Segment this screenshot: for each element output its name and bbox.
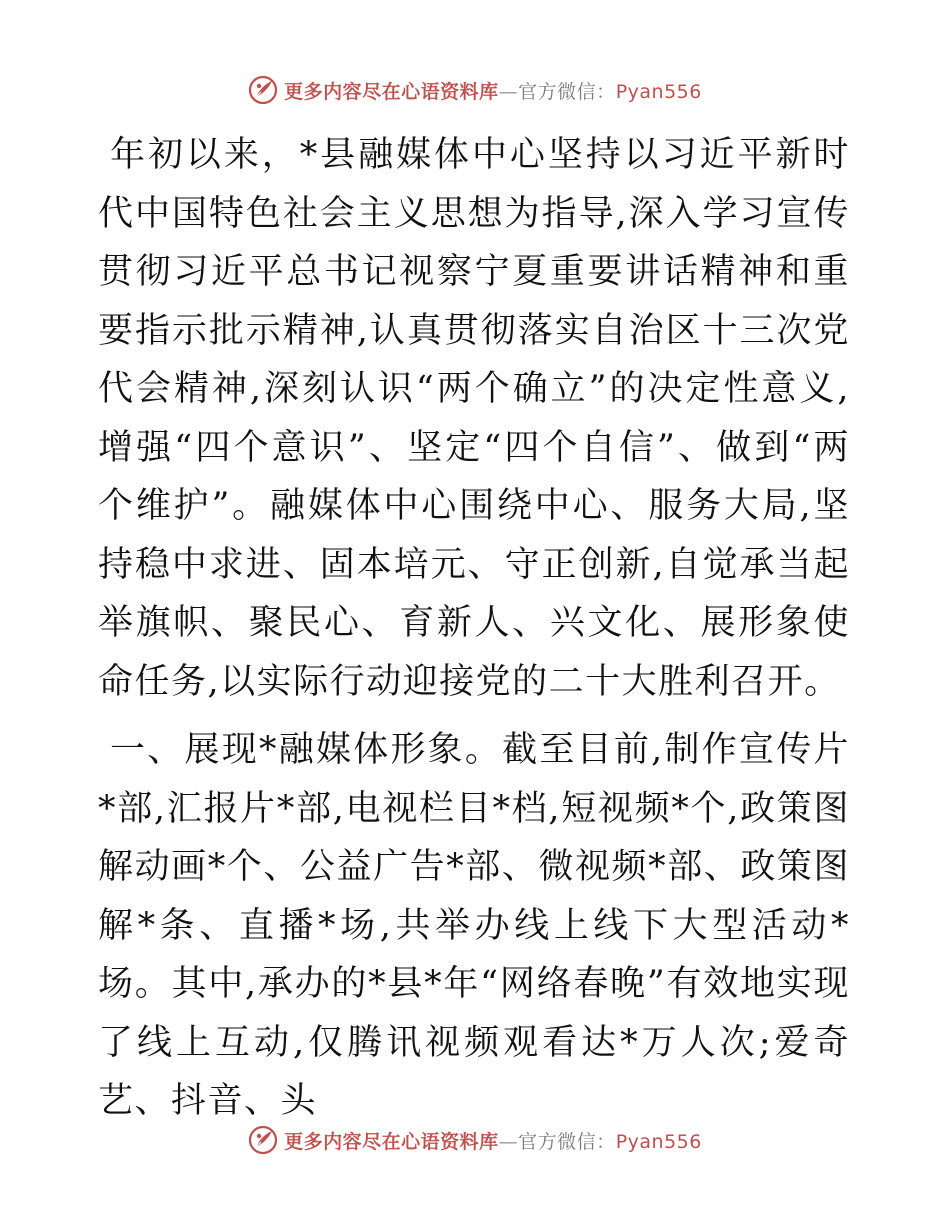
- watermark-separator: —: [498, 80, 519, 103]
- paragraph-intro: 年初以来，*县融媒体中心坚持以习近平新时代中国特色社会主义思想为指导,深入学习宣传贯彻习近平总书记视察宁夏重要讲话精神和重要指示批示精神,认真贯彻落实自治区十三次党代会精神,深刻认识“两个确立”的决定性意义,增强“四个意识”、坚定“四个自信”、做到“两个维护”。融媒体中心围绕中心、服务大局,坚持稳中求进、固本培元、守正创新,自觉承当起举旗帜、聚民心、育新人、兴文化、展形象使命任务,以实际行动迎接党的二十大胜利召开。: [98, 135, 850, 702]
- watermark-site-text: 更多内容尽在心语资料库: [284, 1130, 499, 1153]
- watermark-site-text: 更多内容尽在心语资料库: [284, 80, 499, 103]
- header-watermark: [0, 70, 950, 110]
- footer-watermark: [0, 1120, 950, 1160]
- watermark-wechat-id: Pyan556: [615, 1130, 702, 1153]
- watermark-separator: —: [498, 1130, 519, 1153]
- feather-pen-logo-icon: [248, 1125, 278, 1155]
- paragraph-section-one: 一、展现*融媒体形象。截至目前,制作宣传片*部,汇报片*部,电视栏目*档,短视频*个,政策图解动画*个、公益广告*部、微视频*部、政策图解*条、直播*场,共举办线上线下大型活动*场。其中,承办的*县*年“网络春晚”有效地实现了线上互动,仅腾讯视频观看达*万人次;爱奇艺、抖音、头: [98, 730, 850, 1121]
- feather-pen-logo-icon: [248, 75, 278, 105]
- document-body: [98, 126, 850, 1131]
- watermark-wechat-label: 官方微信：: [518, 1130, 616, 1153]
- watermark-wechat-label: 官方微信：: [518, 80, 616, 103]
- watermark-wechat-id: Pyan556: [615, 80, 702, 103]
